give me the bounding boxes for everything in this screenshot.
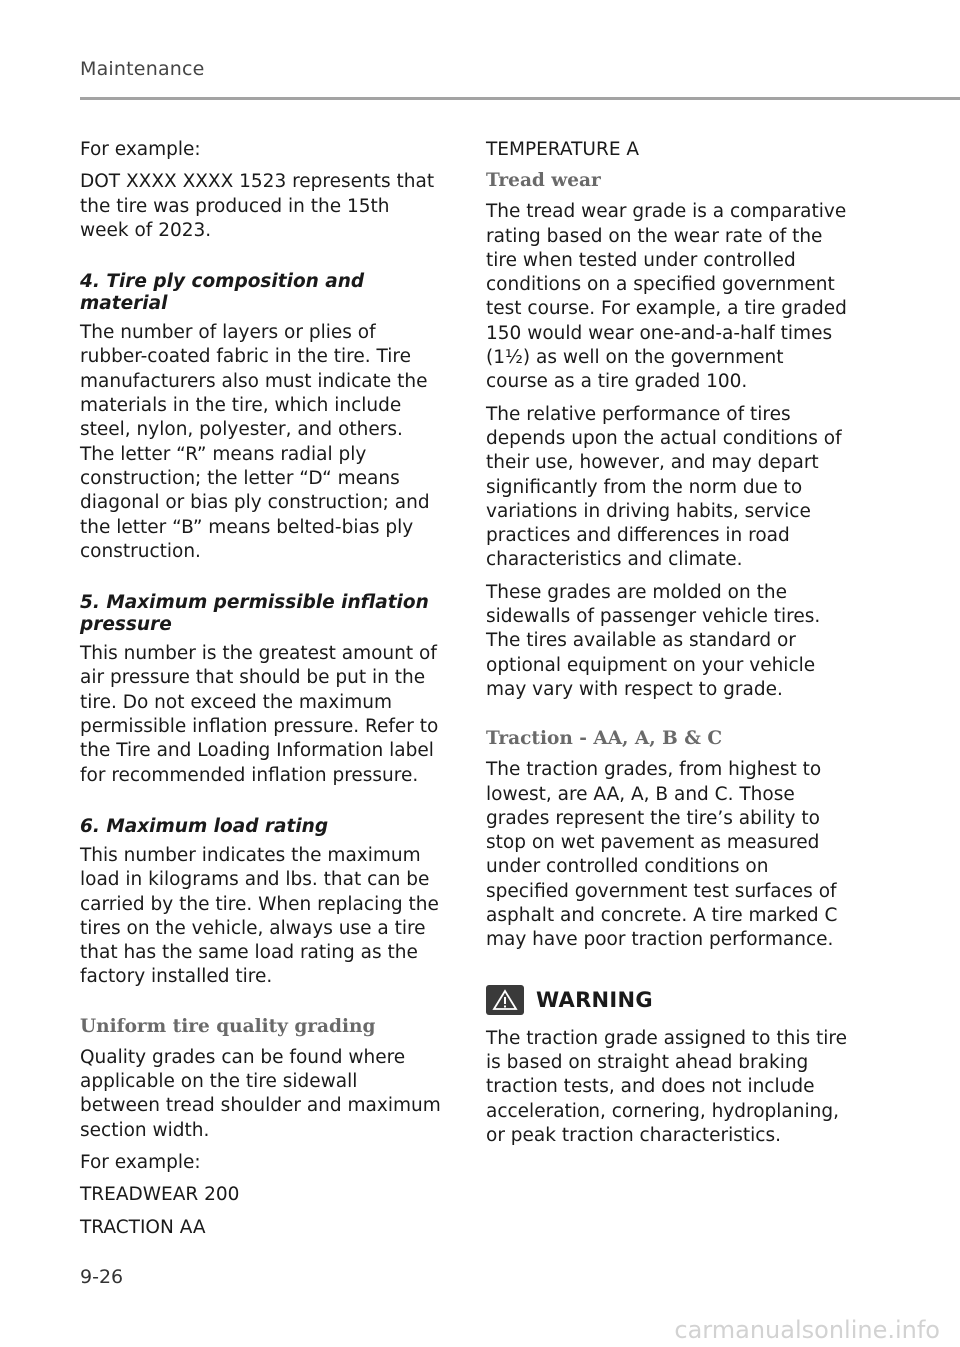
paragraph: The traction grades, from highest to lowest, are AA, A, B and C. Those grades represent the tire’s ability to stop on wet pavement as measured under controlled conditions on specified government test surfaces of asphalt and concrete. A tire marked C may have poor traction performance. bbox=[486, 759, 838, 951]
header-divider bbox=[80, 97, 960, 100]
warning-title: WARNING bbox=[536, 987, 653, 1012]
paragraph: The tread wear grade is a comparative rating based on the wear rate of the tire when tested under controlled conditions on a specified government test course. For example, a tire graded 150 would wear one-and-a-half times (1½) as well on the government course as a tire graded 100. bbox=[486, 201, 847, 393]
paragraph: For example: bbox=[80, 1151, 201, 1173]
paragraph: DOT XXXX XXXX 1523 represents that the tire was produced in the 15th week of 2023. bbox=[80, 171, 435, 241]
left-column bbox=[80, 138, 442, 1248]
warning-triangle-icon bbox=[486, 985, 524, 1015]
paragraph: The number of layers or plies of rubber-coated fabric in the tire. Tire manufacturers also must indicate the materials in the tire, which include steel, nylon, polyester, and others. The letter “R” means radial ply construction; the letter “D“ means diagonal or bias ply construction; and the letter “B” means belted-bias ply construction. bbox=[80, 322, 430, 562]
watermark: carmanualsonline.info bbox=[674, 1316, 940, 1344]
paragraph: The relative performance of tires depends upon the actual conditions of their use, however, and may depart significantly from the norm due to variations in driving habits, service practices and differences in road characteristics and climate. bbox=[486, 403, 842, 571]
page-header-title: Maintenance bbox=[80, 58, 205, 80]
section-heading-uniform-grading: Uniform tire quality grading bbox=[80, 1015, 376, 1037]
paragraph: These grades are molded on the sidewalls of passenger vehicle tires. The tires available as standard or optional equipment on your vehicle may vary with respect to grade. bbox=[486, 581, 821, 700]
paragraph: For example: bbox=[80, 139, 201, 160]
section-heading-tread-wear: Tread wear bbox=[486, 170, 601, 192]
section-heading-max-load: 6. Maximum load rating bbox=[80, 815, 329, 837]
paragraph: TRACTION AA bbox=[80, 1216, 206, 1238]
paragraph: TREADWEAR 200 bbox=[80, 1184, 240, 1206]
paragraph: TEMPERATURE A bbox=[486, 139, 640, 160]
section-heading-max-inflation: 5. Maximum permissible inflation pressure bbox=[80, 592, 429, 636]
right-column bbox=[486, 138, 850, 1156]
section-heading-traction: Traction - AA, A, B & C bbox=[486, 728, 723, 750]
warning-text: The traction grade assigned to this tire is based on straight ahead braking traction tests, and does not include acceleration, cornering, hydroplaning, or peak traction characteristics. bbox=[486, 1027, 847, 1146]
paragraph: This number is the greatest amount of air pressure that should be put in the tire. Do not exceed the maximum permissible inflation pressure. Refer to the Tire and Loading Information label for recommended inflation pressure. bbox=[80, 643, 439, 786]
paragraph: This number indicates the maximum load in kilograms and lbs. that can be carried by the tire. When replacing the tires on the vehicle, always use a tire that has the same load rating as the factory installed tire. bbox=[80, 844, 439, 988]
page-number: 9-26 bbox=[80, 1266, 124, 1288]
paragraph: Quality grades can be found where applicable on the tire sidewall between tread shoulder and maximum section width. bbox=[80, 1046, 441, 1141]
section-heading-ply-composition: 4. Tire ply composition and material bbox=[80, 271, 365, 315]
warning-header bbox=[486, 985, 850, 1015]
